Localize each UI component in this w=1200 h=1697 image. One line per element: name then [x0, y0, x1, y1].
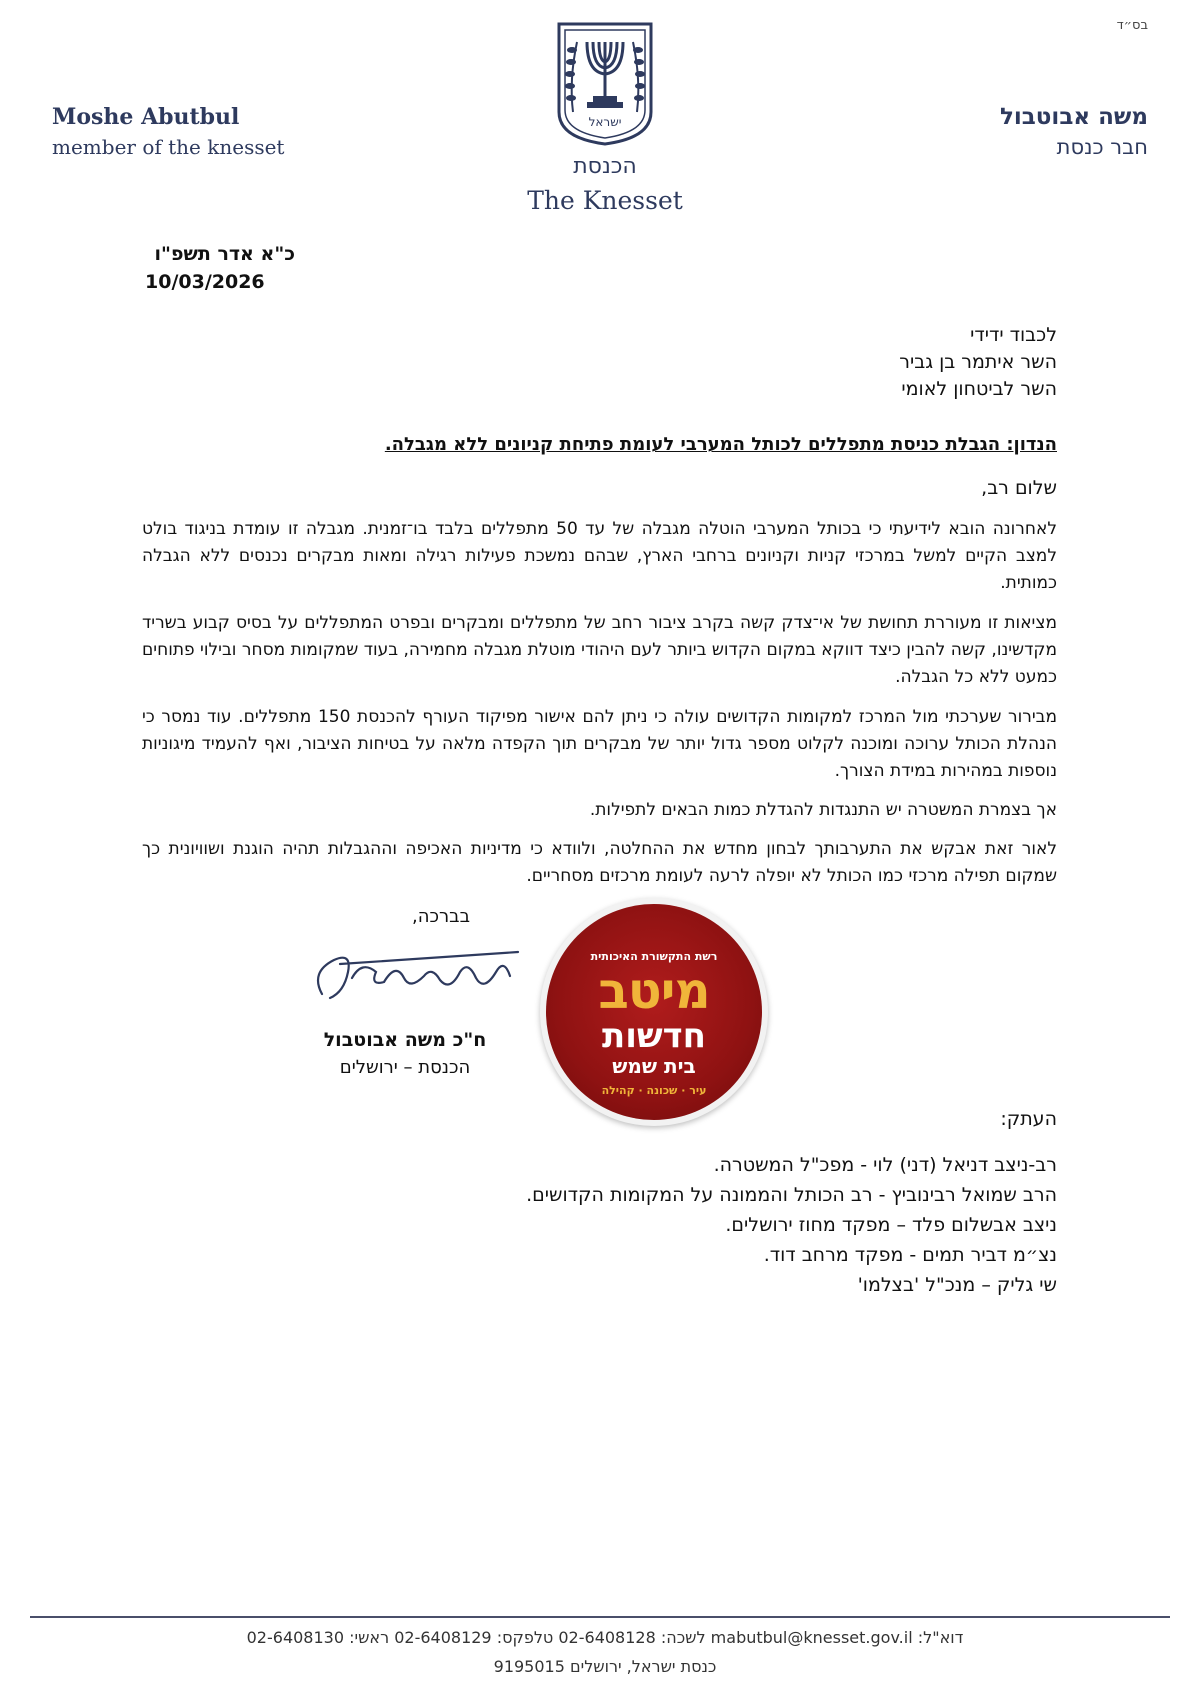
- body-paragraph: לאחרונה הובא לידיעתי כי בכותל המערבי הוטלה מגבלה של עד 50 מתפללים בלבד בו־זמנית. מגבלה זו עומדת בניגוד בולט למצב הקיים למשל במרכזי קניות וקניונים ברחבי הארץ, שבהם נמשכת פעילות רגילה ומאות מבקרים נכנסים ללא הגבלה כמותית.: [142, 519, 1057, 593]
- signatory-place: הכנסת – ירושלים: [339, 1057, 471, 1078]
- watermark-top-line: רשת התקשורת האיכותית: [590, 950, 718, 963]
- greeting: שלום רב,: [981, 477, 1057, 499]
- mk-name-hebrew: משה אבוטבול: [999, 104, 1148, 130]
- cc-list: [357, 1150, 1057, 1300]
- gregorian-date: 10/03/2026: [145, 271, 265, 293]
- cc-item: הרב שמואל רבינוביץ - רב הכותל והממונה על המקומות הקדושים.: [526, 1184, 1057, 1206]
- signatory-name: ח"כ משה אבוטבול: [323, 1029, 487, 1051]
- menorah-emblem-icon: [553, 20, 657, 146]
- footer-contact: דוא"ל: mabutbul@knesset.gov.il לשכה: 02-6408128 טלפקס: 02-6408129 ראשי: 02-6408130: [246, 1628, 964, 1647]
- watermark-disc: [546, 904, 762, 1120]
- closing: בברכה,: [412, 906, 470, 927]
- letter-subject: הנדון: הגבלת כניסת מתפללים לכותל המערבי לעומת פתיחת קניונים ללא מגבלה.: [384, 434, 1057, 455]
- watermark-news: חדשות: [601, 1016, 707, 1056]
- body-paragraph: מבירור שערכתי מול המרכז למקומות הקדושים עולה כי ניתן להם אישור מפיקוד העורף להכנסת 150 מתפללים. עוד נמסר כי הנהלת הכותל ערוכה ומוכנה לקלוט מספר גדול יותר של מבקרים תוך הקפדה מלאה על בטיחות הציבור, ואף להעמיד מיגוניות נוספות במהירות במידת הצורך.: [142, 707, 1057, 781]
- knesset-title-hebrew: הכנסת: [573, 154, 637, 179]
- cc-item: נצ״מ דביר תמים - מפקד מרחב דוד.: [763, 1244, 1057, 1266]
- mk-role-hebrew: חבר כנסת: [1056, 135, 1148, 159]
- svg-text:ישראל: ישראל: [588, 115, 622, 129]
- letter-date: [145, 240, 295, 296]
- knesset-title-english: The Knesset: [527, 186, 683, 215]
- handwritten-signature: [300, 942, 530, 1012]
- body-paragraph: לאור זאת אבקש את התערבותך לבחון מחדש את ההחלטה, ולוודא כי מדיניות האכיפה וההגבלות תהיה הוגנת ושוויונית כך שמקום תפילה מרכזי כמו הכותל לא יופלה לרעה לעומת מרכזים מסחריים.: [142, 839, 1057, 886]
- cc-item: שי גליק – מנכ"ל 'בצלמו': [857, 1274, 1057, 1296]
- recipient-block: [557, 322, 1057, 403]
- news-watermark-logo: [540, 898, 768, 1126]
- watermark-tagline: עיר · שכונה · קהילה: [601, 1084, 707, 1097]
- bsd-mark: בס״ד: [1116, 18, 1148, 33]
- watermark-brand: מיטב: [598, 962, 710, 1020]
- watermark-city: בית שמש: [612, 1054, 696, 1078]
- footer-divider: [30, 1616, 1170, 1618]
- body-paragraph: מציאות זו מעוררת תחושת של אי־צדק קשה בקרב ציבור רחב של מתפללים ומבקרים ובפרט המתפללים על בסיס קבוע בשריד מקדשינו, קשה להבין כיצד דווקא במקום הקדוש ביותר לעם היהודי מוטלת מגבלה מחמירה, בעוד שמקומות מסחר ובילוי פתוחים כמעט ללא כל הגבלה.: [142, 613, 1057, 687]
- cc-item: ניצב אבשלום פלד – מפקד מחוז ירושלים.: [725, 1214, 1057, 1236]
- mk-role-english: member of the knesset: [52, 135, 285, 159]
- hebrew-date: כ"א אדר תשפ"ו: [154, 243, 295, 265]
- body-paragraph: אך בצמרת המשטרה יש התנגדות להגדלת כמות הבאים לתפילות.: [589, 800, 1057, 820]
- recipient-salutation: לכבוד ידידי: [970, 324, 1057, 346]
- recipient-title: השר לביטחון לאומי: [901, 378, 1057, 400]
- footer-address: כנסת ישראל, ירושלים 9195015: [493, 1657, 717, 1676]
- cc-item: רב-ניצב דניאל (דני) לוי - מפכ"ל המשטרה.: [713, 1154, 1057, 1176]
- mk-name-english: Moshe Abutbul: [52, 104, 240, 130]
- recipient-name: השר איתמר בן גביר: [899, 351, 1057, 373]
- cc-label: העתק:: [1000, 1108, 1057, 1130]
